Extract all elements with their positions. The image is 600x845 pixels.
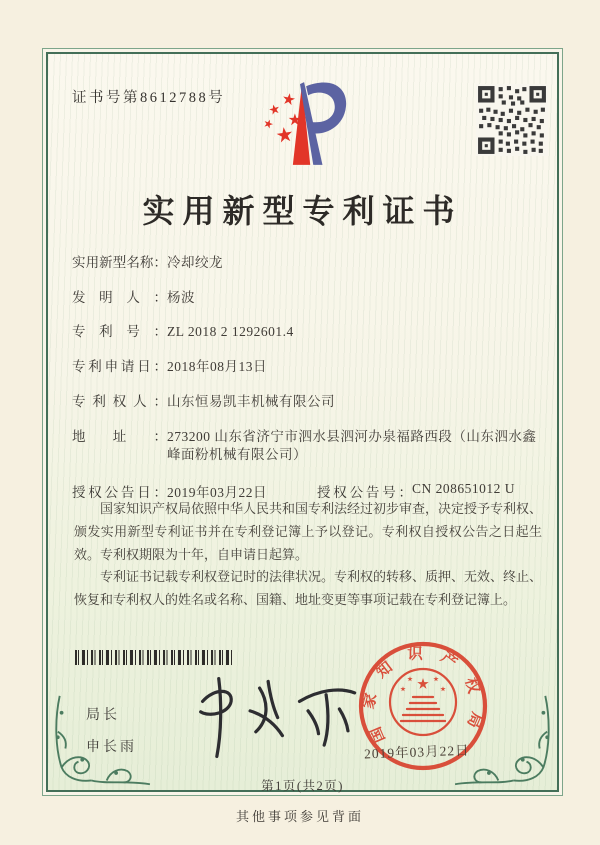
field-patent-number — [72, 323, 542, 341]
certificate-frame — [42, 48, 563, 796]
field-label: 实用新型名称： — [72, 255, 167, 270]
legal-paragraph: 国家知识产权局依照中华人民共和国专利法经过初步审查，决定授予专利权、颁发实用新型专利证书并在专利登记簿上予以登记。专利权自授权公告之日起生效。专利权期限为十年，自申请日起算。 — [74, 501, 543, 562]
field-patentee — [72, 393, 542, 411]
signature-handwriting — [176, 672, 366, 764]
officer-title: 局长 — [86, 708, 120, 723]
field-inventor — [72, 289, 542, 307]
certificate-body — [46, 52, 559, 792]
legal-paragraph: 专利证书记载专利权登记时的法律状况。专利权的转移、质押、无效、终止、恢复和专利权人的姓名或名称、国籍、地址变更等事项记载在专利登记簿上。 — [74, 569, 543, 607]
patent-office-logo-icon — [253, 76, 347, 172]
field-value: 273200 山东省济宁市泗水县泗河办泉福路西段（山东泗水鑫峰面粉机械有限公司） — [167, 428, 537, 462]
reverse-side-note: 其他事项参见背面 — [235, 809, 364, 824]
corner-flourish-icon — [451, 694, 555, 788]
qr-code — [476, 84, 548, 156]
field-value: 杨波 — [167, 289, 195, 305]
seal-org-text: 国家知识产权局 — [359, 645, 487, 746]
field-label: 专利申请日： — [72, 359, 167, 375]
field-label: 专利号： — [72, 324, 167, 340]
field-value: ZL 2018 2 1292601.4 — [167, 324, 294, 340]
certificate-number: 证书号第8612788号 — [72, 90, 226, 106]
field-label: 专利权人： — [72, 393, 167, 409]
field-value: 2018年08月13日 — [167, 359, 267, 375]
field-filing-date — [72, 358, 542, 376]
officer-name: 申长雨 — [86, 740, 137, 755]
field-value: 山东恒易凯丰机械有限公司 — [167, 393, 335, 409]
legal-text — [74, 498, 542, 612]
field-label: 发明人： — [72, 289, 167, 305]
field-address — [72, 428, 542, 464]
field-value: 冷却绞龙 — [167, 255, 223, 270]
seal-date: 2019年03月22日 — [363, 742, 470, 762]
field-utility-model-name — [72, 254, 542, 272]
corner-flourish-icon — [50, 694, 154, 788]
field-value: 2019年03月22日 — [167, 484, 267, 500]
national-emblem-icon — [390, 669, 456, 735]
page-number: 第1页(共2页) — [261, 779, 344, 793]
field-label: 授权公告号： — [317, 484, 412, 500]
barcode — [75, 650, 233, 665]
field-list — [72, 254, 542, 501]
field-label: 地址： — [72, 428, 167, 444]
certificate-title: 实用新型专利证书 — [142, 193, 463, 229]
field-label: 授权公告日： — [72, 484, 167, 500]
field-value: CN 208651012 U — [412, 480, 516, 496]
